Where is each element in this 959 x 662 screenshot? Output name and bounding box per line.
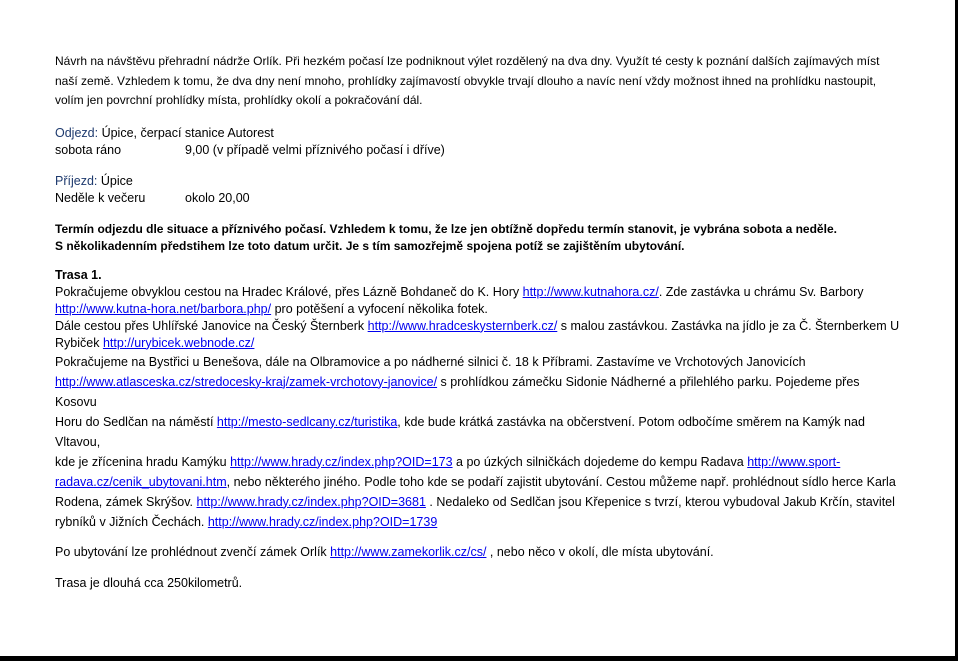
route-length: Trasa je dlouhá cca 250kilometrů.	[55, 575, 243, 590]
arrival-label: Příjezd:	[55, 173, 98, 188]
route-paragraph-4	[55, 544, 900, 561]
departure-time: 9,00 (v případě velmi příznivého počasí i dříve)	[185, 142, 445, 157]
sternberk-link[interactable]: http://www.hradceskysternberk.cz/	[367, 318, 558, 333]
notice-line-1: Termín odjezdu dle situace a příznivého počasí. Vzhledem k tomu, že lze jen obtížně dopředu termín stanovit, je vybrána sobota a neděle.	[55, 221, 837, 236]
intro-paragraph	[55, 52, 900, 111]
urybicek-link[interactable]: http://urybicek.webnode.cz/	[102, 335, 255, 350]
departure-day: sobota ráno	[55, 142, 122, 157]
orlik-link[interactable]: http://www.zamekorlik.cz/cs/	[330, 544, 487, 559]
route-p3-text-3: Horu do Sedlčan na náměstí	[55, 414, 217, 429]
departure-time-row	[55, 142, 900, 159]
route-p3-text-8: Rodena, zámek Skrýšov.	[55, 494, 197, 509]
skrysov-link[interactable]: http://www.hrady.cz/index.php?OID=3681	[196, 494, 426, 509]
intro-line-1: Návrh na návštěvu přehradní nádrže Orlík. Při hezkém počasí lze podniknout výlet rozdělený na dva dny. Využít té cesty k poznání dalších zajímavých míst	[55, 54, 880, 68]
route-p3-text-2: s prohlídkou zámečku Sidonie Nádherné a přilehlého parku. Pojedeme přes Kosovu	[55, 374, 860, 409]
atlasceska-link[interactable]: http://www.atlasceska.cz/stredocesky-kraj/zamek-vrchotovy-janovice/	[55, 374, 438, 389]
arrival-time: okolo 20,00	[185, 190, 250, 205]
route-p3-text-9: . Nedaleko od Sedlčan jsou Křepenice s tvrzí, kterou vybudoval Jakub Krčín, stavitel	[425, 494, 895, 509]
route-paragraph-3	[55, 352, 900, 532]
route-title: Trasa 1.	[55, 267, 102, 282]
krepenice-link[interactable]: http://www.hrady.cz/index.php?OID=1739	[207, 514, 438, 529]
sedlcany-link[interactable]: http://mesto-sedlcany.cz/turistika	[216, 414, 398, 429]
arrival-heading	[55, 173, 900, 190]
arrival-place: Úpice	[97, 173, 133, 188]
route-p4-text-1: Po ubytování lze prohlédnout zvenčí zámek Orlík	[55, 544, 331, 559]
route-p2-text-3: Rybiček	[55, 335, 103, 350]
route-p1-text-3: pro potěšení a vyfocení několika fotek.	[271, 301, 488, 316]
route-paragraph-1	[55, 284, 900, 318]
route-p3-text-5: kde je zřícenina hradu Kamýku	[55, 454, 231, 469]
route-p1-text-1: Pokračujeme obvyklou cestou na Hradec Králové, přes Lázně Bohdaneč do K. Hory	[55, 284, 523, 299]
notice-line-2: S několikadenním předstihem lze toto datum určit. Je s tím samozřejmě spojena potíž se zajištěním ubytování.	[55, 238, 685, 253]
kamyk-link[interactable]: http://www.hrady.cz/index.php?OID=173	[230, 454, 453, 469]
route-p1-text-2: . Zde zastávka u chrámu Sv. Barbory	[658, 284, 864, 299]
departure-place: Úpice, čerpací stanice Autorest	[98, 125, 274, 140]
radava-link-end[interactable]: radava.cz/cenik_ubytovani.htm	[55, 474, 227, 489]
document-content	[55, 52, 900, 592]
route-p4-text-2: , nebo něco v okolí, dle místa ubytování.	[486, 544, 714, 559]
departure-heading	[55, 125, 900, 142]
route-p3-text-6: a po úzkých silničkách dojedeme do kempu Radava	[452, 454, 748, 469]
departure-label: Odjezd:	[55, 125, 99, 140]
route-p3-text-1: Pokračujeme na Bystřici u Benešova, dále na Olbramovice a po nádherné silnici č. 18 k Příbrami. Zastavíme ve Vrchotových Janovicích	[55, 354, 806, 369]
intro-line-2: naší země. Vzhledem k tomu, že dva dny není mnoho, prohlídky zajímavostí obvykle trvají dlouho a navíc není vždy možnost ihned na prohlídku nastoupit,	[55, 73, 877, 88]
arrival-time-row	[55, 190, 900, 207]
radava-link-start[interactable]: http://www.sport-	[747, 454, 841, 469]
route-p2-text-1: Dále cestou přes Uhlířské Janovice na Český Šternberk	[55, 318, 368, 333]
route-paragraph-2	[55, 318, 900, 352]
intro-line-3: volím jen povrchní prohlídky místa, prohlídky okolí a pokračování dál.	[55, 93, 423, 107]
barbora-link[interactable]: http://www.kutna-hora.net/barbora.php/	[55, 301, 272, 316]
route-p2-text-2: s malou zastávkou. Zastávka na jídlo je za Č. Šternberkem U	[557, 318, 900, 333]
route-p3-text-7: , nebo některého jiného. Podle toho kde se podaří zajistit ubytování. Cestou můžeme např. prohlédnout sídlo herce Karla	[226, 474, 896, 489]
route-p3-text-4: , kde bude krátká zastávka na občerstvení. Potom odbočíme směrem na Kamýk nad Vltavou,	[55, 414, 865, 449]
arrival-day: Neděle k večeru	[55, 190, 146, 205]
route-p3-text-10: rybníků v Jižních Čechách.	[55, 514, 208, 529]
kutnahora-link[interactable]: http://www.kutnahora.cz/	[522, 284, 659, 299]
